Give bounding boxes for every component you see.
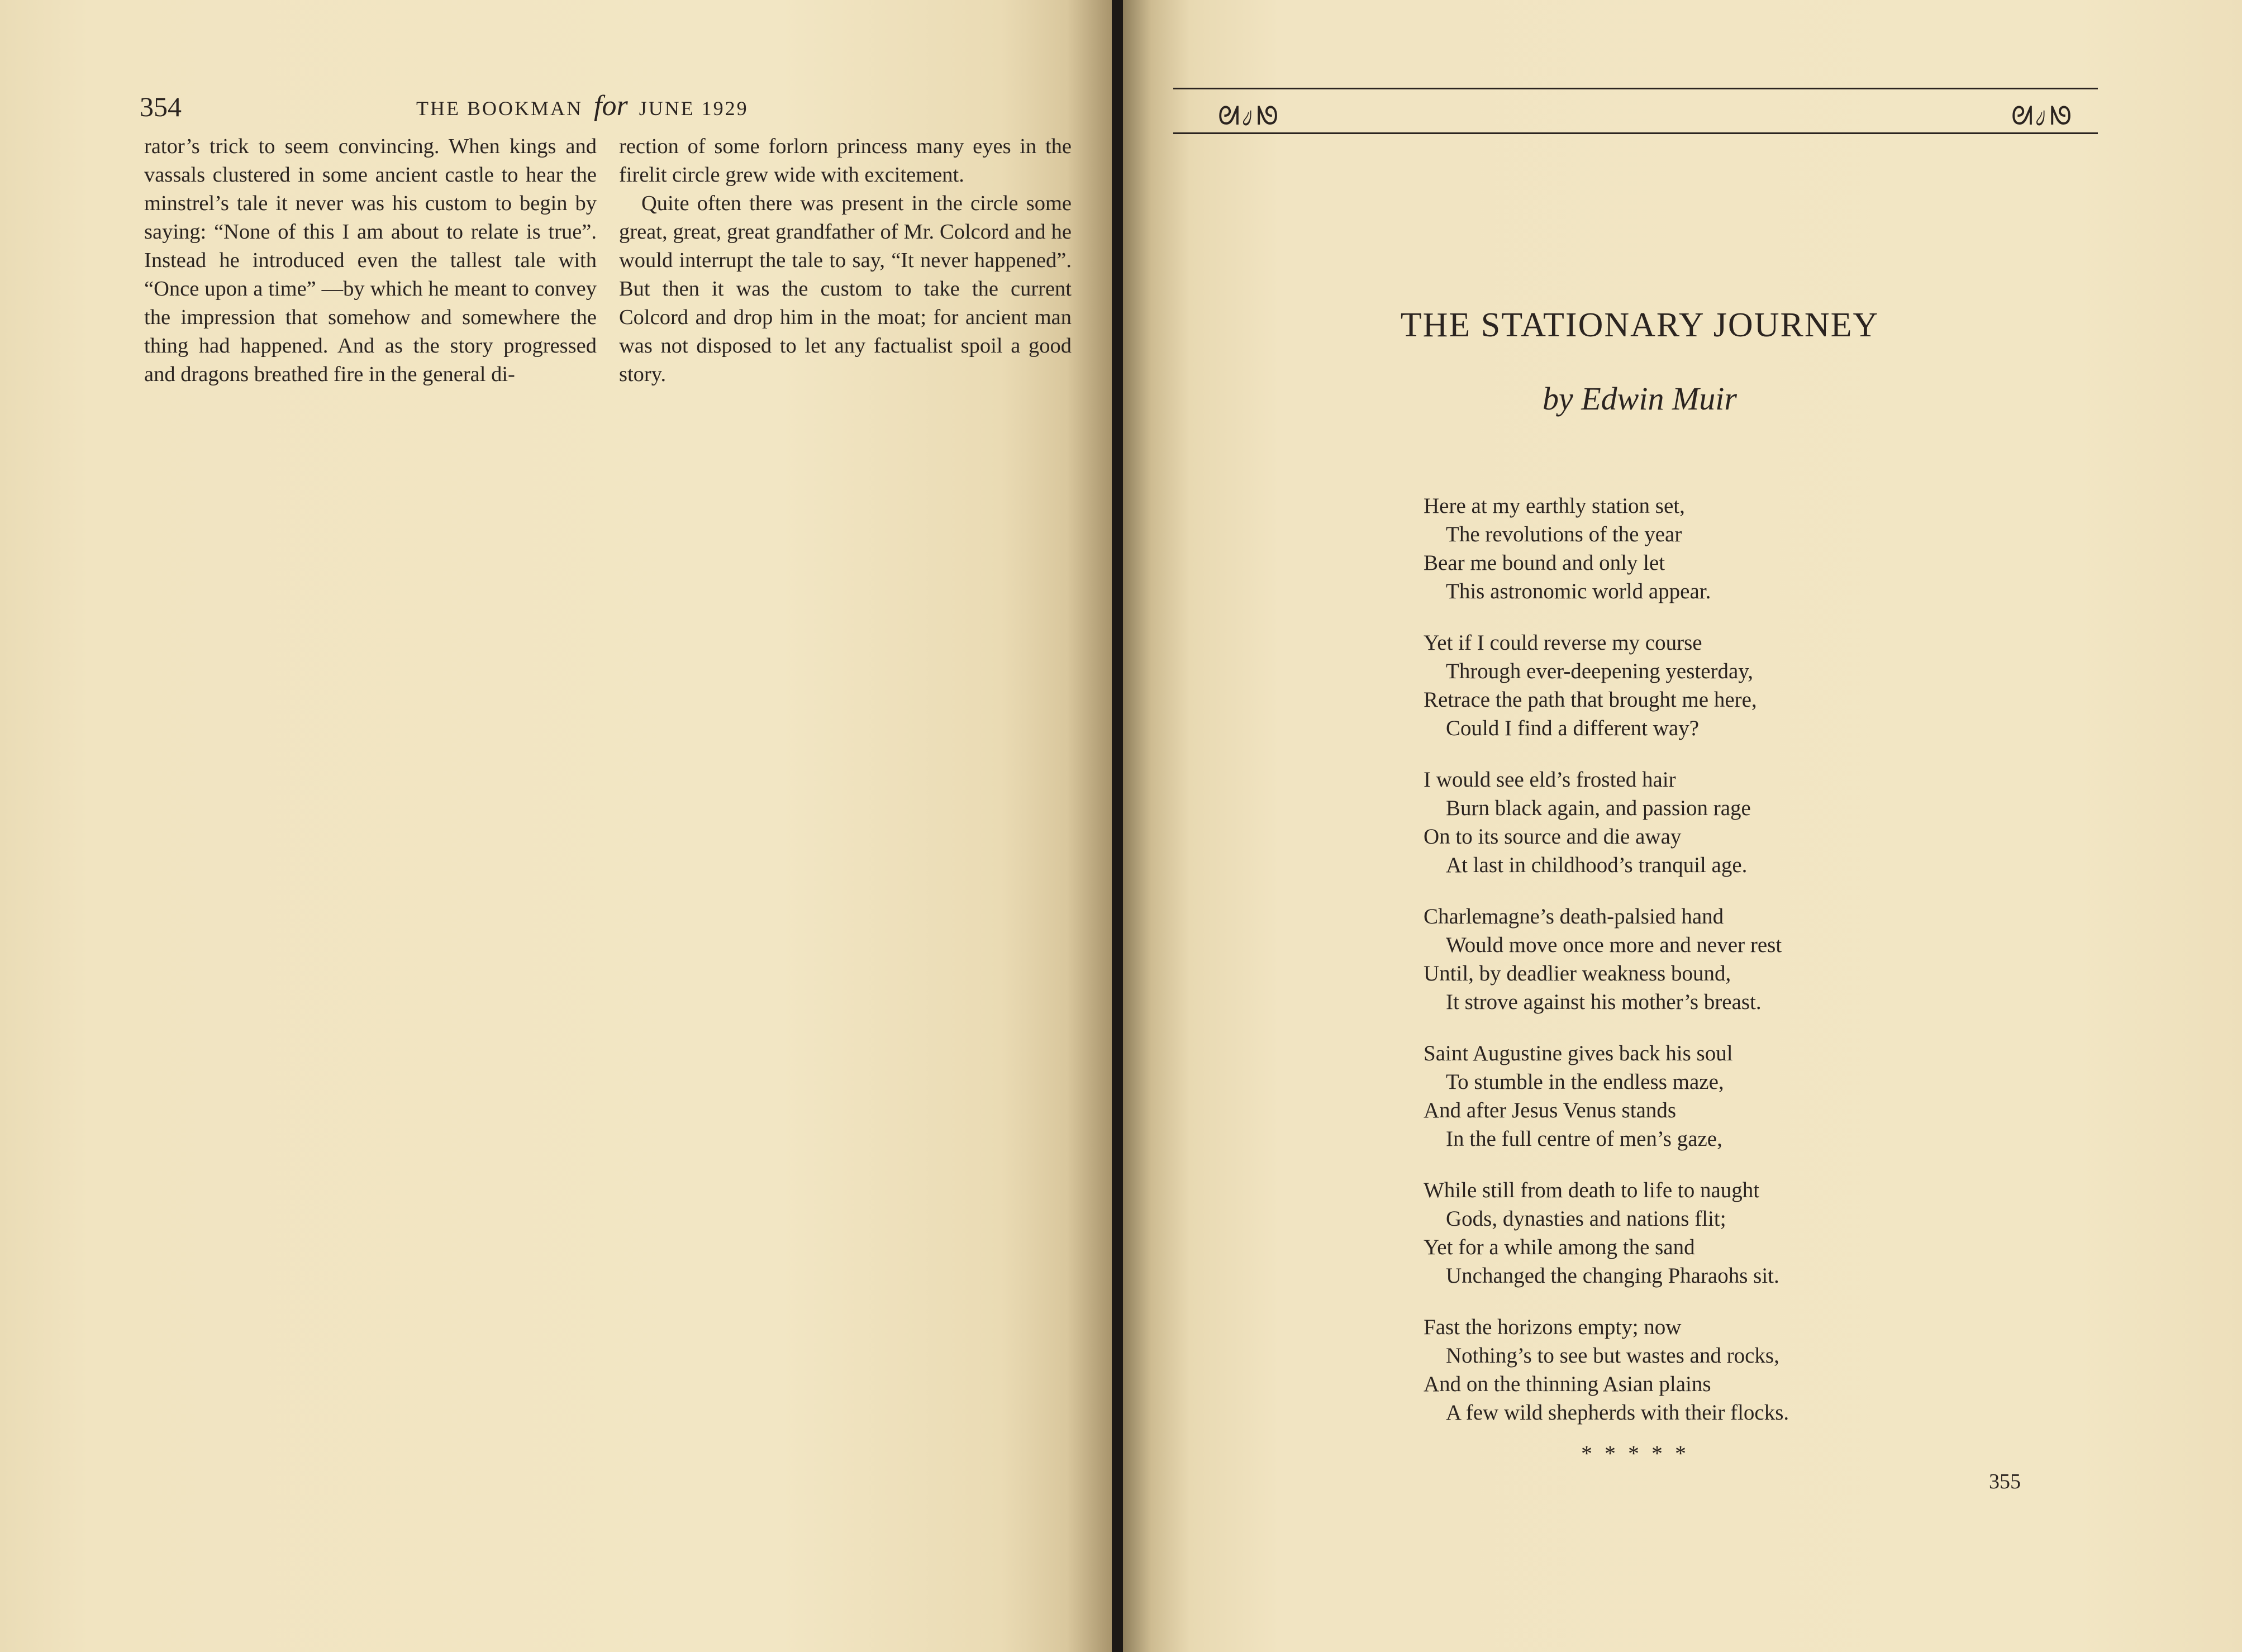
stanza xyxy=(1424,902,2094,1016)
running-head-for: for xyxy=(594,90,628,122)
poem-line: Through ever-deepening yesterday, xyxy=(1446,659,1754,683)
paragraph: rator’s trick to seem convincing. When kings and vassals clustered in some ancient castle to hear the minstrel’s tale it never was his custom to begin by saying: “None of this I am about to relate is true”. Instead he introduced even the tallest tale with “Once upon a time” —by which he meant to convey the impression that somehow and somewhere the thing had happened. And as the story progressed and dragons breathed fire in the general di- xyxy=(144,135,597,386)
page-number-right: 355 xyxy=(1989,1470,2021,1493)
poem-body xyxy=(1424,492,2094,1450)
stanza xyxy=(1424,765,2094,879)
header-rule-top xyxy=(1173,88,2098,89)
poem-line: Bear me bound and only let xyxy=(1424,551,1665,575)
poem-line: And on the thinning Asian plains xyxy=(1424,1372,1711,1396)
poem-line: Retrace the path that brought me here, xyxy=(1424,688,1757,712)
section-break-asterisks: ***** xyxy=(1581,1441,1698,1466)
poem-line: Gods, dynasties and nations flit; xyxy=(1446,1207,1726,1231)
book-gutter xyxy=(1112,0,1123,1652)
ornament-left-icon: ᘛ᭣ᘚ xyxy=(1218,101,1279,131)
poem-line: Fast the horizons empty; now xyxy=(1424,1315,1682,1339)
poem-title: THE STATIONARY JOURNEY xyxy=(1400,306,1879,344)
page-number-left: 354 xyxy=(140,91,182,122)
left-page xyxy=(0,0,1112,1652)
poem-line: In the full centre of men’s gaze, xyxy=(1446,1127,1722,1151)
poem-line: It strove against his mother’s breast. xyxy=(1446,990,1762,1014)
paragraph: rection of some forlorn princess many eyes in the firelit circle grew wide with excitement. xyxy=(619,135,1072,187)
running-head-magazine: THE BOOKMAN xyxy=(416,97,583,120)
stanza xyxy=(1424,1176,2094,1290)
poem-byline: by Edwin Muir xyxy=(1543,380,1737,417)
stanza xyxy=(1424,1039,2094,1153)
running-head xyxy=(416,89,749,122)
running-head-date: JUNE 1929 xyxy=(639,97,749,120)
poem-line: Charlemagne’s death-palsied hand xyxy=(1424,904,1724,929)
poem-line: To stumble in the endless maze, xyxy=(1446,1070,1724,1094)
poem-line: Could I find a different way? xyxy=(1446,716,1700,740)
poem-line: At last in childhood’s tranquil age. xyxy=(1446,853,1748,877)
paragraph: Quite often there was present in the circle some great, great, great grandfather of Mr. Colcord and he would interrupt the tale to say, “It never happened”. But then it was the custom to take the current Colcord and drop him in the moat; for ancient man was not disposed to let any factualist spoil a good story. xyxy=(619,192,1072,386)
poem-line: Yet if I could reverse my course xyxy=(1424,631,1702,655)
poem-line: Unchanged the changing Pharaohs sit. xyxy=(1446,1264,1779,1288)
ornament-right-icon: ᘛ᭣ᘚ xyxy=(2011,101,2072,131)
poem-line: The revolutions of the year xyxy=(1446,522,1682,546)
stanza xyxy=(1424,492,2094,606)
stanza xyxy=(1424,1313,2094,1427)
poem-line: On to its source and die away xyxy=(1424,825,1682,849)
poem-line: And after Jesus Venus stands xyxy=(1424,1098,1677,1122)
poem-line: Yet for a while among the sand xyxy=(1424,1235,1695,1259)
poem-line: I would see eld’s frosted hair xyxy=(1424,768,1676,792)
text-column-2 xyxy=(619,132,1072,389)
poem-line: This astronomic world appear. xyxy=(1446,579,1711,603)
poem-line: A few wild shepherds with their flocks. xyxy=(1446,1401,1789,1425)
poem-line: Would move once more and never rest xyxy=(1446,933,1782,957)
poem-line: Nothing’s to see but wastes and rocks, xyxy=(1446,1344,1779,1368)
poem-line: Until, by deadlier weakness bound, xyxy=(1424,961,1731,986)
poem-line: While still from death to life to naught xyxy=(1424,1178,1760,1202)
poem-line: Burn black again, and passion rage xyxy=(1446,796,1751,820)
poem-line: Saint Augustine gives back his soul xyxy=(1424,1041,1733,1065)
text-column-1 xyxy=(144,132,597,389)
poem-line: Here at my earthly station set, xyxy=(1424,494,1685,518)
stanza xyxy=(1424,629,2094,742)
header-rule-bottom xyxy=(1173,132,2098,134)
